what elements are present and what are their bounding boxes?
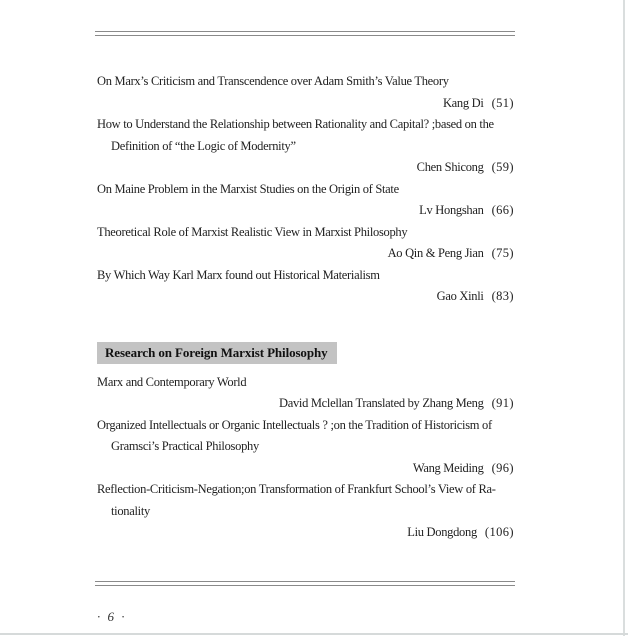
entry-author: Chen Shicong: [416, 160, 484, 174]
toc-entry: [97, 71, 514, 114]
entry-author-line: [97, 458, 514, 480]
entry-author-line: [97, 200, 514, 222]
entry-title-line: Organized Intellectuals or Organic Intellectuals ? ;on the Tradition of Historicism of: [97, 417, 492, 432]
bottom-double-rule: [95, 581, 515, 586]
entry-author: David Mclellan Translated by Zhang Meng: [278, 396, 484, 410]
entry-title-line: tionality: [111, 503, 150, 518]
page-edge-right: [623, 0, 625, 636]
toc-entry: [97, 415, 514, 480]
entry-author: Kang Di: [442, 95, 484, 110]
entry-page-number: (66): [491, 203, 514, 217]
entry-author-line: [97, 93, 514, 115]
entry-title-line: On Marx’s Criticism and Transcendence over Adam Smith’s Value Theory: [97, 74, 449, 88]
section-header: Research on Foreign Marxist Philosophy: [97, 342, 337, 364]
page-edge-bottom: [0, 633, 628, 635]
entry-title-line: Reflection-Criticism-Negation;on Transformation of Frankfurt School’s View of Ra-: [97, 482, 496, 496]
entry-page-number: (91): [491, 396, 514, 410]
entry-author-line: [97, 522, 514, 544]
toc-entry: [97, 114, 514, 179]
entry-page-number: (83): [491, 289, 514, 303]
entry-author: Ao Qin & Peng Jian: [387, 246, 484, 260]
entry-page-number: (75): [491, 246, 514, 260]
toc-entry: [97, 179, 514, 222]
entry-page-number: (51): [491, 95, 514, 110]
entry-author: Gao Xinli: [436, 289, 484, 303]
top-double-rule: [95, 31, 515, 36]
toc-entry: [97, 479, 514, 544]
entry-title-line: Theoretical Role of Marxist Realistic View in Marxist Philosophy: [97, 224, 408, 239]
entry-page-number: (106): [484, 525, 514, 539]
entry-page-number: (59): [491, 160, 514, 174]
entry-title-line: How to Understand the Relationship between Rationality and Capital? ;based on the: [97, 117, 494, 131]
entry-author-line: [97, 286, 514, 308]
entry-title-line: Gramsci’s Practical Philosophy: [111, 439, 259, 453]
entry-title-line: Definition of “the Logic of Modernity”: [111, 138, 296, 153]
entry-author-line: [97, 157, 514, 179]
entry-author-line: [97, 243, 514, 265]
section-header-row: [97, 308, 514, 372]
entry-author: Wang Meiding: [412, 460, 484, 475]
toc-entry: [97, 372, 514, 415]
toc-entry: [97, 265, 514, 308]
entry-title-line: On Maine Problem in the Marxist Studies on the Origin of State: [97, 181, 399, 196]
entry-author: Lv Hongshan: [419, 203, 484, 217]
entry-author-line: [97, 393, 514, 415]
entry-page-number: (96): [491, 460, 514, 475]
entry-title-line: Marx and Contemporary World: [97, 374, 247, 389]
toc-entry: [97, 222, 514, 265]
toc: [97, 71, 514, 544]
entry-author: Liu Dongdong: [407, 525, 477, 539]
entry-title-line: By Which Way Karl Marx found out Historical Materialism: [97, 267, 380, 282]
page-number-label: · 6 ·: [97, 609, 127, 624]
